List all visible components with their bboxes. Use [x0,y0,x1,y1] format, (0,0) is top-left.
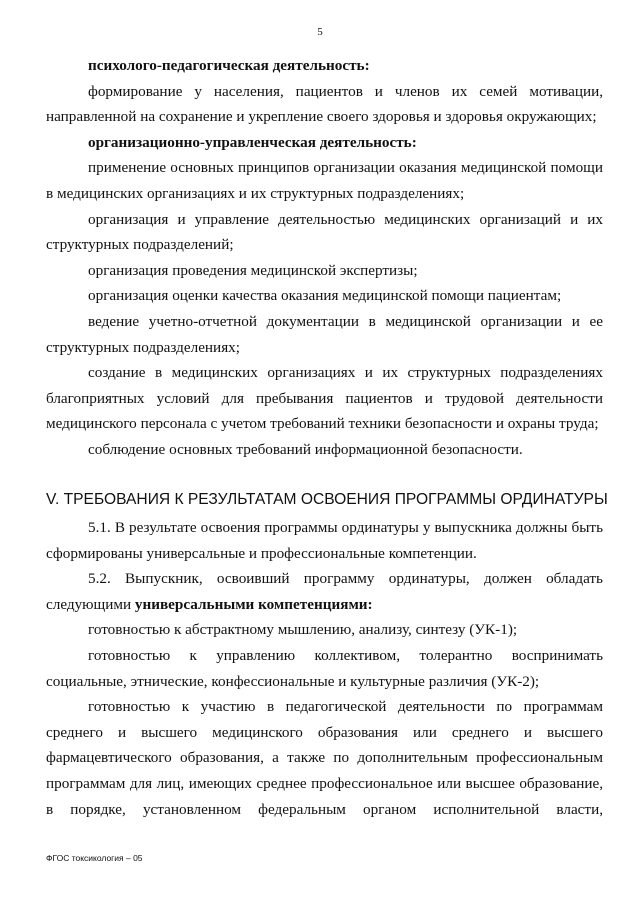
competency-item: готовностью к управлению коллективом, толерантно воспринимать социальные, этнические, конфессиональные и культурные различия (УК-2); [46,647,603,690]
paragraph-5-1: 5.1. В результате освоения программы ординатуры у выпускника должны быть сформированы универсальные и профессиональные компетенции. [46,519,603,562]
activity-item: организация оценки качества оказания медицинской помощи пациентам; [88,287,562,305]
activity-item: соблюдение основных требований информационной безопасности. [88,440,523,458]
document-body [46,53,608,822]
activity-item: создание в медицинских организациях и их структурных подразделениях благоприятных условий для пребывания пациентов и трудовой деятельности медицинского персонала с учетом требований техники безопасности и охраны труда; [46,364,603,433]
page-number: 5 [317,26,323,38]
activity-item: организация проведения медицинской экспертизы; [88,261,418,279]
paragraph-5-2 [46,566,603,617]
competency-item: готовностью к абстрактному мышлению, анализу, синтезу (УК-1); [88,621,518,639]
activity-item: ведение учетно-отчетной документации в медицинской организации и ее структурных подразделениях; [46,312,603,356]
activity-title-organizational: организационно-управленческая деятельность: [88,133,417,151]
activity-item: формирование у населения, пациентов и членов их семей мотивации, направленной на сохранение и укрепление своего здоровья и здоровья окружающих; [46,82,603,126]
universal-competencies-label: универсальными компетенциями: [134,595,373,613]
competency-item: готовностью к участию в педагогической деятельности по программам среднего и высшего медицинского образования или среднего и высшего фармацевтического образования, а также по дополнительным профессиональным программам для лиц, имеющих среднее профессиональное или высшее образование, в порядке, установленном федеральным органом исполнительной власти, [46,698,603,818]
paragraph-5-2-text: 5.2. Выпускник, освоивший программу ординатуры, должен обладать следующими [46,570,603,613]
activity-title-psychological: психолого-педагогическая деятельность: [88,57,370,74]
activity-item: организация и управление деятельностью медицинских организаций и их структурных подразделений; [46,210,603,254]
section-heading: V. ТРЕБОВАНИЯ К РЕЗУЛЬТАТАМ ОСВОЕНИЯ ПРОГРАММЫ ОРДИНАТУРЫ [46,490,608,508]
page-footer: ФГОС токсикология – 05 [46,853,143,863]
activity-item: применение основных принципов организации оказания медицинской помощи в медицинских организациях и их структурных подразделениях; [46,159,603,202]
